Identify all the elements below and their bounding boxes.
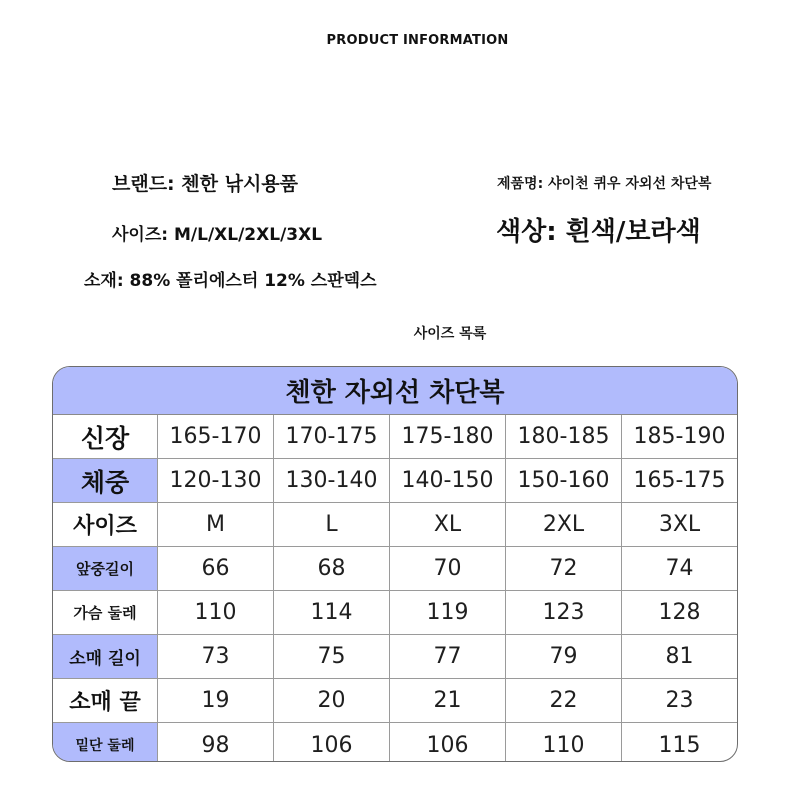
row-label-sleeve-length: 소매 길이 bbox=[53, 635, 158, 679]
material-text: 소재: 88% 폴리에스터 12% 스판덱스 bbox=[84, 271, 377, 291]
table-cell: 119 bbox=[390, 591, 506, 635]
table-cell: 73 bbox=[158, 635, 274, 679]
table-cell: 19 bbox=[158, 679, 274, 723]
table-cell: 150-160 bbox=[506, 459, 622, 503]
table-row bbox=[53, 503, 737, 547]
table-cell: 68 bbox=[274, 547, 390, 591]
table-cell: 175-180 bbox=[390, 415, 506, 459]
table-cell: 180-185 bbox=[506, 415, 622, 459]
table-cell: 66 bbox=[158, 547, 274, 591]
table-cell: 79 bbox=[506, 635, 622, 679]
table-cell: 20 bbox=[274, 679, 390, 723]
brand-text: 브랜드: 첸한 낚시용품 bbox=[112, 173, 299, 195]
table-cell: 110 bbox=[158, 591, 274, 635]
table-cell: 114 bbox=[274, 591, 390, 635]
table-cell: 72 bbox=[506, 547, 622, 591]
table-cell: 23 bbox=[622, 679, 737, 723]
table-title: 첸한 자외선 차단복 bbox=[53, 367, 737, 415]
table-cell: 22 bbox=[506, 679, 622, 723]
table-row bbox=[53, 415, 737, 459]
sizes-text: 사이즈: M/L/XL/2XL/3XL bbox=[112, 225, 323, 245]
table-cell: 165-175 bbox=[622, 459, 737, 503]
table-cell: 2XL bbox=[506, 503, 622, 547]
row-label-size: 사이즈 bbox=[53, 503, 158, 547]
table-cell: 3XL bbox=[622, 503, 737, 547]
table-cell: 70 bbox=[390, 547, 506, 591]
row-label-height: 신장 bbox=[53, 415, 158, 459]
product-name-text: 제품명: 샤이천 퀴우 자외선 차단복 bbox=[497, 176, 712, 192]
table-cell: 98 bbox=[158, 723, 274, 762]
table-row bbox=[53, 459, 737, 503]
size-table bbox=[52, 366, 738, 762]
row-label-cuff: 소매 끝 bbox=[53, 679, 158, 723]
table-cell: 106 bbox=[274, 723, 390, 762]
table-cell: 110 bbox=[506, 723, 622, 762]
table-cell: 106 bbox=[390, 723, 506, 762]
row-label-weight: 체중 bbox=[53, 459, 158, 503]
table-row bbox=[53, 547, 737, 591]
table-row bbox=[53, 591, 737, 635]
table-cell: XL bbox=[390, 503, 506, 547]
table-row bbox=[53, 635, 737, 679]
table-row bbox=[53, 723, 737, 762]
page-title: PRODUCT INFORMATION bbox=[326, 33, 509, 48]
row-label-hem: 밑단 둘레 bbox=[53, 723, 158, 762]
table-cell: 165-170 bbox=[158, 415, 274, 459]
table-cell: 21 bbox=[390, 679, 506, 723]
row-label-front-length: 앞중길이 bbox=[53, 547, 158, 591]
table-row bbox=[53, 679, 737, 723]
table-cell: 185-190 bbox=[622, 415, 737, 459]
table-cell: 115 bbox=[658, 732, 701, 758]
size-list-title: 사이즈 목록 bbox=[413, 326, 487, 342]
table-cell: 75 bbox=[274, 635, 390, 679]
table-cell: 74 bbox=[622, 547, 737, 591]
row-label-chest: 가슴 둘레 bbox=[53, 591, 158, 635]
table-cell: 120-130 bbox=[158, 459, 274, 503]
table-cell: 77 bbox=[390, 635, 506, 679]
table-cell: 128 bbox=[622, 591, 737, 635]
color-text: 색상: 흰색/보라색 bbox=[496, 217, 701, 247]
table-cell: 123 bbox=[506, 591, 622, 635]
table-cell: 170-175 bbox=[274, 415, 390, 459]
table-cell: M bbox=[158, 503, 274, 547]
table-cell: 81 bbox=[622, 635, 737, 679]
table-cell: 140-150 bbox=[390, 459, 506, 503]
table-cell: 130-140 bbox=[274, 459, 390, 503]
table-cell: L bbox=[274, 503, 390, 547]
